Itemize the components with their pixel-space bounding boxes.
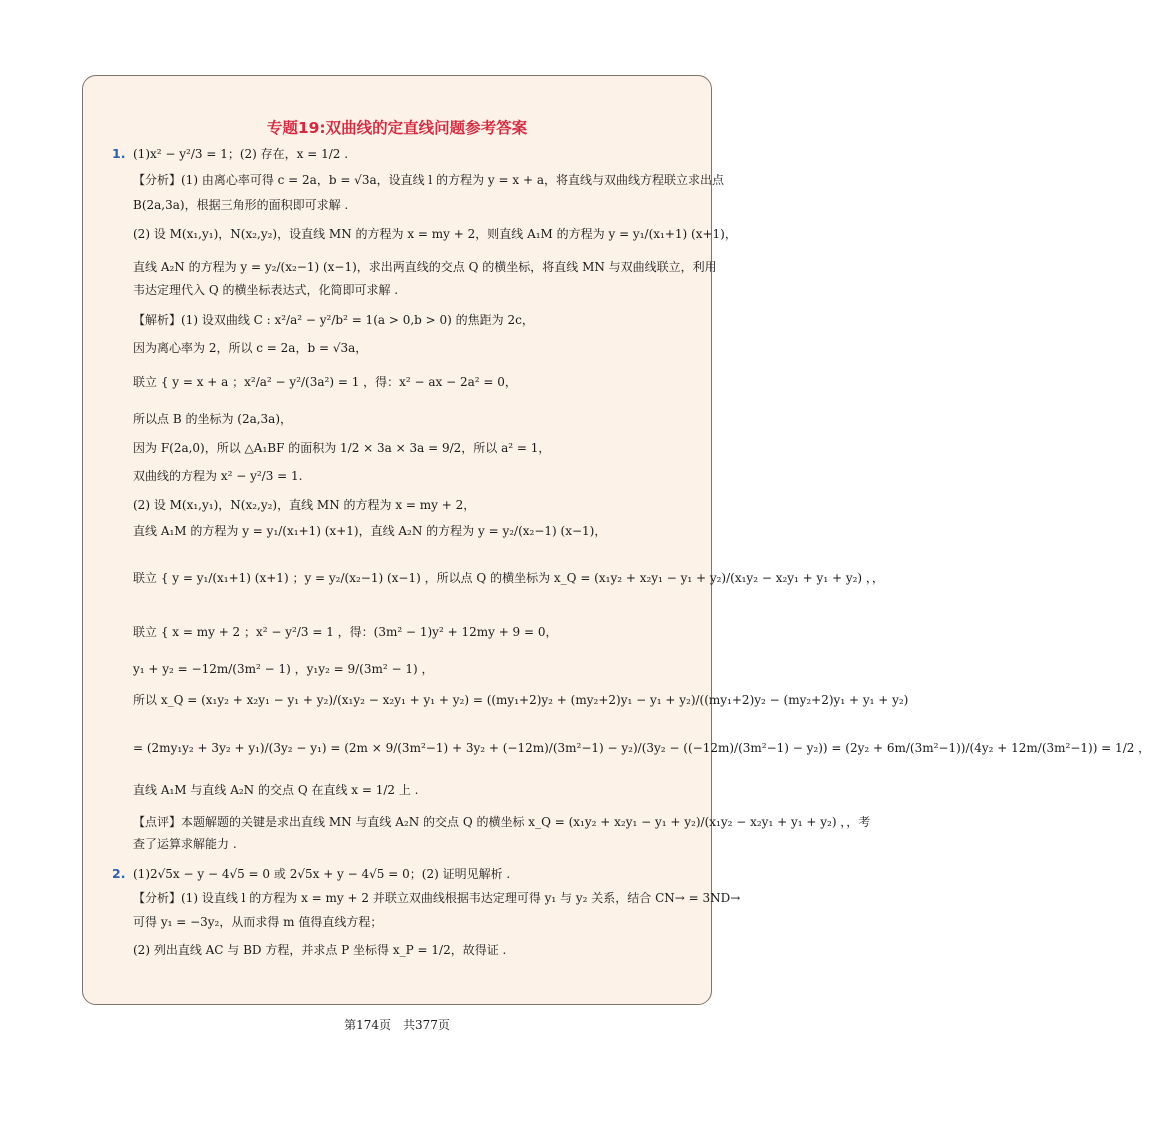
q1-solution-line: 所以点 B 的坐标为 (2a,3a)， xyxy=(133,412,293,426)
q1-system-1: 联立 { y = x + a ；x²/a² − y²/(3a²) = 1 ，得：x² − ax − 2a² = 0， xyxy=(133,375,517,389)
q1-solution: 【解析】(1) 设双曲线 C : x²/a² − y²/b² = 1(a > 0,b > 0) 的焦距为 2c， xyxy=(133,313,534,327)
q2-answer: (1)2√5x − y − 4√5 = 0 或 2√5x + y − 4√5 = 0；(2) 证明见解析 . xyxy=(133,867,511,881)
q1-solution-line: (2) 设 M(x₁,y₁)，N(x₂,y₂)，直线 MN 的方程为 x = my + 2， xyxy=(133,498,476,512)
q1-comment-cont: 查了运算求解能力 . xyxy=(133,837,237,851)
q2-analysis-p2: (2) 列出直线 AC 与 BD 方程，并求点 P 坐标得 x_P = 1/2，故得证 . xyxy=(133,943,507,957)
q1-analysis: 【分析】(1) 由离心率可得 c = 2a，b = √3a，设直线 l 的方程为 y = x + a，将直线与双曲线方程联立求出点 xyxy=(133,173,724,187)
q1-answer: (1)x² − y²/3 = 1；(2) 存在，x = 1/2 . xyxy=(133,147,349,161)
q1-analysis-cont: B(2a,3a)，根据三角形的面积即可求解 . xyxy=(133,198,349,212)
question-number: 1. xyxy=(112,146,126,161)
q1-analysis-p2-cont: 直线 A₂N 的方程为 y = y₂/(x₂−1) (x−1)，求出两直线的交点 Q 的横坐标，将直线 MN 与双曲线联立，利用 xyxy=(133,260,717,274)
q1-system-3: 联立 { x = my + 2 ；x² − y²/3 = 1 ，得：(3m² − 1)y² + 12my + 9 = 0， xyxy=(133,625,558,639)
q1-vieta: y₁ + y₂ = −12m/(3m² − 1) ，y₁y₂ = 9/(3m² − 1) ， xyxy=(133,662,434,676)
q1-xq-simplified: = (2my₁y₂ + 3y₂ + y₁)/(3y₂ − y₁) = (2m × 9/(3m²−1) + 3y₂ + (−12m)/(3m²−1) − y₂)/(3y₂ − ((−12m)/(3m²−1) − y₂)) = (2y₂ + 6m/(3m²−1))/(4y₂ + 12m/(3m²−1)) = 1/2 ， xyxy=(133,741,1150,755)
q1-conclusion: 直线 A₁M 与直线 A₂N 的交点 Q 在直线 x = 1/2 上 . xyxy=(133,783,419,797)
page-title: 专题19:双曲线的定直线问题参考答案 xyxy=(266,119,528,137)
q1-solution-line: 因为 F(2a,0)，所以 △A₁BF 的面积为 1/2 × 3a × 3a = 9/2，所以 a² = 1， xyxy=(133,441,551,455)
q1-solution-line: 双曲线的方程为 x² − y²/3 = 1. xyxy=(133,469,303,483)
q1-analysis-p2: (2) 设 M(x₁,y₁)，N(x₂,y₂)，设直线 MN 的方程为 x = my + 2，则直线 A₁M 的方程为 y = y₁/(x₁+1) (x+1)， xyxy=(133,227,737,241)
page-footer: 第174页 共377页 xyxy=(344,1018,450,1032)
q1-xq-expression: 所以 x_Q = (x₁y₂ + x₂y₁ − y₁ + y₂)/(x₁y₂ − x₂y₁ + y₁ + y₂) = ((my₁+2)y₂ + (my₂+2)y₁ − y₁ + y₂)/((my₁+2)y₂ − (my₂+2)y₁ + y₁ + y₂) xyxy=(133,693,909,707)
q2-analysis: 【分析】(1) 设直线 l 的方程为 x = my + 2 并联立双曲线根据韦达定理可得 y₁ 与 y₂ 关系，结合 CN→ = 3ND→ xyxy=(133,891,741,905)
q1-analysis-p2-end: 韦达定理代入 Q 的横坐标表达式，化简即可求解 . xyxy=(133,283,399,297)
question-number: 2. xyxy=(112,866,126,881)
q1-system-2: 联立 { y = y₁/(x₁+1) (x+1) ；y = y₂/(x₂−1) (x−1) ，所以点 Q 的横坐标为 x_Q = (x₁y₂ + x₂y₁ − y₁ + y₂)/(x₁y₂ − x₂y₁ + y₁ + y₂) ，， xyxy=(133,571,884,585)
q2-analysis-cont: 可得 y₁ = −3y₂，从而求得 m 值得直线方程； xyxy=(133,915,383,929)
q1-solution-line: 因为离心率为 2，所以 c = 2a，b = √3a， xyxy=(133,341,368,355)
q1-comment: 【点评】本题解题的关键是求出直线 MN 与直线 A₂N 的交点 Q 的横坐标 x_Q = (x₁y₂ + x₂y₁ − y₁ + y₂)/(x₁y₂ − x₂y₁ + y₁ + y₂) ，，考 xyxy=(133,815,871,829)
q1-solution-line: 直线 A₁M 的方程为 y = y₁/(x₁+1) (x+1)，直线 A₂N 的方程为 y = y₂/(x₂−1) (x−1)， xyxy=(133,524,607,538)
